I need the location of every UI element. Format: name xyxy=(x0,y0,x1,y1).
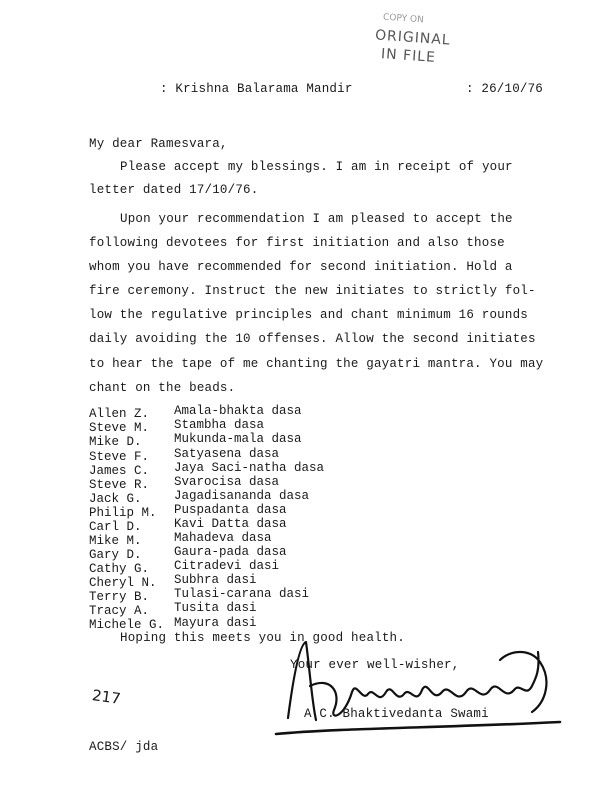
devotee-spiritual-name: Gaura-pada dasa xyxy=(174,545,287,559)
devotee-spiritual-name: Jagadisananda dasa xyxy=(174,489,310,503)
devotee-name: Philip M. xyxy=(89,506,157,520)
paragraph-2-line-1: Upon your recommendation I am pleased to accept the xyxy=(120,212,513,226)
paragraph-2-line-4: fire ceremony. Instruct the new initiates to strictly fol- xyxy=(89,284,536,298)
devotee-spiritual-name: Stambha dasa xyxy=(174,418,265,432)
paragraph-2-line-7: to hear the tape of me chanting the gayatri mantra. You may xyxy=(89,357,544,371)
devotee-spiritual-name: Svarocisa dasa xyxy=(174,475,280,489)
devotee-spiritual-name: Puspadanta dasa xyxy=(174,503,287,517)
devotee-spiritual-name: Subhra dasi xyxy=(174,573,257,587)
devotee-name: Michele G. xyxy=(89,618,165,632)
signoff: Your ever well-wisher, xyxy=(290,658,460,672)
letter-place: : Krishna Balarama Mandir xyxy=(160,82,353,96)
initials: ACBS/ jda xyxy=(89,740,159,754)
paragraph-1-line-2: letter dated 17/10/76. xyxy=(89,183,259,197)
devotee-name: Allen Z. xyxy=(89,407,150,421)
stamp-original: ORIGINAL xyxy=(374,27,452,49)
devotee-name: Tracy A. xyxy=(89,604,150,618)
devotee-name: Carl D. xyxy=(89,520,142,534)
paragraph-2-line-8: chant on the beads. xyxy=(89,381,236,395)
devotee-name: Steve F. xyxy=(89,450,150,464)
devotee-name: Cheryl N. xyxy=(89,576,157,590)
devotee-name: Cathy G. xyxy=(89,562,150,576)
devotee-spiritual-name: Mahadeva dasa xyxy=(174,531,272,545)
devotee-name: Terry B. xyxy=(89,590,150,604)
devotee-spiritual-name: Satyasena dasa xyxy=(174,447,280,461)
paragraph-2-line-3: whom you have recommended for second initiation. Hold a xyxy=(89,260,513,274)
stamp-in-file: IN FILE xyxy=(380,46,437,66)
page-mark: 217 xyxy=(90,686,122,708)
devotee-spiritual-name: Tulasi-carana dasi xyxy=(174,587,310,601)
devotee-spiritual-name: Amala-bhakta dasa xyxy=(174,404,302,418)
paragraph-2-line-6: daily avoiding the 10 offenses. Allow the second initiates xyxy=(89,332,536,346)
paragraph-2-line-2: following devotees for first initiation and also those xyxy=(89,236,505,250)
devotee-name: Steve R. xyxy=(89,478,150,492)
stamp-copy-on: COPY ON xyxy=(382,12,425,26)
devotee-spiritual-name: Mayura dasi xyxy=(174,616,257,630)
devotee-name: James C. xyxy=(89,464,150,478)
devotee-name: Steve M. xyxy=(89,421,150,435)
devotee-name: Jack G. xyxy=(89,492,142,506)
devotee-spiritual-name: Tusita dasi xyxy=(174,601,257,615)
signature-name: A.C. Bhaktivedanta Swami xyxy=(304,707,489,721)
paragraph-1-line-1: Please accept my blessings. I am in receipt of your xyxy=(120,160,513,174)
devotee-name: Gary D. xyxy=(89,548,142,562)
devotee-spiritual-name: Jaya Saci-natha dasa xyxy=(174,461,325,475)
devotee-spiritual-name: Mukunda-mala dasa xyxy=(174,432,302,446)
devotee-spiritual-name: Kavi Datta dasa xyxy=(174,517,287,531)
signature-mark xyxy=(270,632,570,742)
closing-line: Hoping this meets you in good health. xyxy=(120,631,405,645)
devotee-name: Mike M. xyxy=(89,534,142,548)
paragraph-2-line-5: low the regulative principles and chant minimum 16 rounds xyxy=(89,308,528,322)
devotee-spiritual-name: Citradevi dasi xyxy=(174,559,280,573)
letter-date: : 26/10/76 xyxy=(466,82,544,96)
devotee-name: Mike D. xyxy=(89,435,142,449)
salutation: My dear Ramesvara, xyxy=(89,137,228,151)
